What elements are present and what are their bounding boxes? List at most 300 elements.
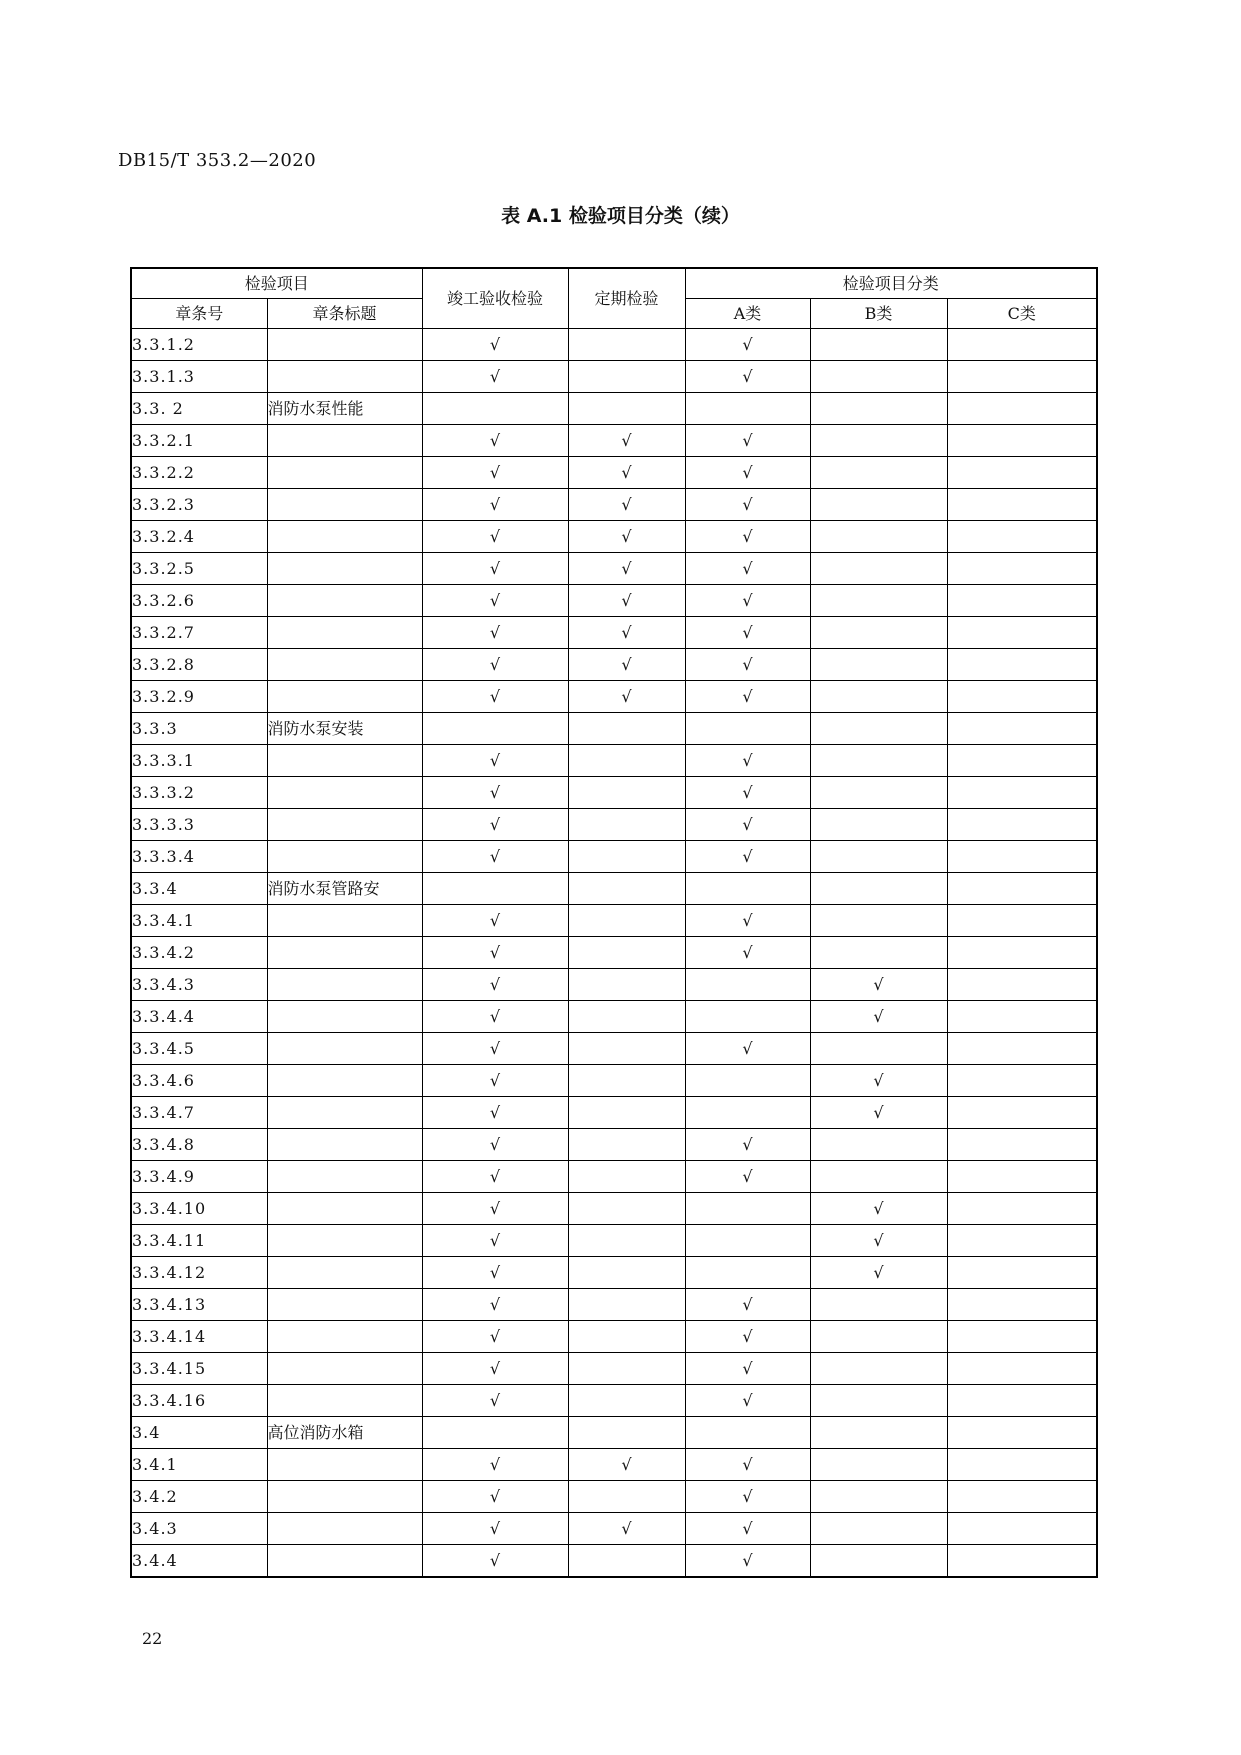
clause-number-cell: 3.3.3.2 [131,777,267,809]
class-b-check-cell [810,1449,947,1481]
periodic-check-cell: √ [568,649,685,681]
table-body [131,329,1097,1578]
header-class-a: A类 [685,299,810,329]
class-b-check-cell [810,1353,947,1385]
clause-title-cell [267,1513,422,1545]
periodic-check-cell [568,905,685,937]
completion-check-cell: √ [422,1513,568,1545]
completion-check-cell: √ [422,361,568,393]
class-b-check-cell: √ [810,1097,947,1129]
class-a-check-cell: √ [685,905,810,937]
clause-title-cell [267,1001,422,1033]
table-row [131,1257,1097,1289]
table-row [131,1289,1097,1321]
table-row [131,1513,1097,1545]
clause-title-cell [267,489,422,521]
periodic-check-cell: √ [568,681,685,713]
class-a-check-cell [685,873,810,905]
clause-title-cell [267,649,422,681]
table-row [131,585,1097,617]
clause-title-cell [267,1161,422,1193]
class-a-check-cell [685,969,810,1001]
clause-title-cell [267,553,422,585]
inspection-classification-table [130,267,1098,1578]
table-row [131,905,1097,937]
periodic-check-cell [568,1033,685,1065]
periodic-check-cell: √ [568,1513,685,1545]
class-a-check-cell: √ [685,649,810,681]
class-a-check-cell: √ [685,937,810,969]
clause-title-cell [267,1065,422,1097]
class-c-check-cell [947,457,1097,489]
completion-check-cell: √ [422,1385,568,1417]
class-a-check-cell: √ [685,745,810,777]
class-c-check-cell [947,937,1097,969]
clause-title-cell [267,1193,422,1225]
class-a-check-cell: √ [685,489,810,521]
header-class-c: C类 [947,299,1097,329]
class-c-check-cell [947,809,1097,841]
class-a-check-cell [685,1225,810,1257]
periodic-check-cell [568,1385,685,1417]
table-row [131,329,1097,361]
periodic-check-cell [568,1129,685,1161]
clause-title-cell [267,905,422,937]
class-b-check-cell [810,681,947,713]
completion-check-cell: √ [422,841,568,873]
completion-check-cell: √ [422,809,568,841]
class-a-check-cell: √ [685,521,810,553]
class-b-check-cell [810,457,947,489]
class-c-check-cell [947,489,1097,521]
class-b-check-cell [810,1481,947,1513]
table-row [131,1033,1097,1065]
class-a-check-cell: √ [685,1289,810,1321]
clause-title-cell [267,681,422,713]
periodic-check-cell [568,937,685,969]
periodic-check-cell [568,1161,685,1193]
class-b-check-cell [810,1129,947,1161]
class-b-check-cell [810,1033,947,1065]
clause-title-cell [267,361,422,393]
class-a-check-cell [685,1097,810,1129]
clause-title-cell [267,329,422,361]
class-b-check-cell [810,1161,947,1193]
table-row [131,1449,1097,1481]
clause-title-cell [267,1129,422,1161]
clause-title-cell: 消防水泵管路安 [267,873,422,905]
class-a-check-cell [685,1001,810,1033]
class-c-check-cell [947,1161,1097,1193]
class-c-check-cell [947,1385,1097,1417]
clause-title-cell: 消防水泵性能 [267,393,422,425]
table-row [131,1385,1097,1417]
clause-number-cell: 3.3.4.3 [131,969,267,1001]
clause-number-cell: 3.3.4.16 [131,1385,267,1417]
completion-check-cell: √ [422,1257,568,1289]
table-row [131,1225,1097,1257]
class-c-check-cell [947,1449,1097,1481]
clause-number-cell: 3.3.4.14 [131,1321,267,1353]
clause-number-cell: 3.3.4.6 [131,1065,267,1097]
clause-number-cell: 3.3.2.6 [131,585,267,617]
periodic-check-cell [568,1257,685,1289]
table-title: 表 A.1 检验项目分类（续） [501,205,740,227]
class-b-check-cell [810,745,947,777]
table-row [131,393,1097,425]
class-a-check-cell: √ [685,425,810,457]
clause-title-cell [267,969,422,1001]
class-c-check-cell [947,905,1097,937]
header-periodic-inspection: 定期检验 [568,268,685,329]
clause-number-cell: 3.3.2.5 [131,553,267,585]
completion-check-cell: √ [422,905,568,937]
completion-check-cell [422,873,568,905]
clause-number-cell: 3.3.3.1 [131,745,267,777]
periodic-check-cell [568,329,685,361]
header-completion-inspection: 竣工验收检验 [422,268,568,329]
table-row [131,425,1097,457]
completion-check-cell: √ [422,1193,568,1225]
periodic-check-cell [568,969,685,1001]
periodic-check-cell: √ [568,425,685,457]
clause-title-cell [267,425,422,457]
clause-number-cell: 3.3.4 [131,873,267,905]
clause-number-cell: 3.3.3 [131,713,267,745]
periodic-check-cell [568,1065,685,1097]
class-a-check-cell [685,1193,810,1225]
completion-check-cell: √ [422,489,568,521]
clause-number-cell: 3.3. 2 [131,393,267,425]
class-a-check-cell: √ [685,1161,810,1193]
completion-check-cell: √ [422,521,568,553]
periodic-check-cell [568,361,685,393]
class-c-check-cell [947,1225,1097,1257]
class-b-check-cell [810,1321,947,1353]
periodic-check-cell [568,809,685,841]
class-c-check-cell [947,1129,1097,1161]
table-row [131,937,1097,969]
class-c-check-cell [947,1353,1097,1385]
table-row [131,1353,1097,1385]
class-a-check-cell: √ [685,1449,810,1481]
periodic-check-cell [568,1097,685,1129]
periodic-check-cell [568,1321,685,1353]
completion-check-cell [422,1417,568,1449]
class-a-check-cell: √ [685,1033,810,1065]
class-c-check-cell [947,361,1097,393]
completion-check-cell [422,713,568,745]
class-a-check-cell [685,1257,810,1289]
class-b-check-cell: √ [810,1001,947,1033]
clause-title-cell [267,617,422,649]
completion-check-cell: √ [422,681,568,713]
class-b-check-cell [810,1545,947,1578]
periodic-check-cell [568,1225,685,1257]
periodic-check-cell [568,841,685,873]
table-row [131,681,1097,713]
completion-check-cell: √ [422,329,568,361]
clause-number-cell: 3.3.4.1 [131,905,267,937]
class-c-check-cell [947,681,1097,713]
class-c-check-cell [947,1001,1097,1033]
clause-title-cell [267,1449,422,1481]
completion-check-cell: √ [422,937,568,969]
periodic-check-cell [568,1417,685,1449]
completion-check-cell: √ [422,617,568,649]
table-row [131,1481,1097,1513]
class-c-check-cell [947,329,1097,361]
completion-check-cell: √ [422,553,568,585]
class-b-check-cell: √ [810,969,947,1001]
completion-check-cell [422,393,568,425]
periodic-check-cell: √ [568,553,685,585]
completion-check-cell: √ [422,1065,568,1097]
periodic-check-cell [568,1353,685,1385]
clause-number-cell: 3.4 [131,1417,267,1449]
clause-title-cell [267,745,422,777]
class-b-check-cell: √ [810,1225,947,1257]
completion-check-cell: √ [422,425,568,457]
clause-number-cell: 3.3.1.2 [131,329,267,361]
table-row [131,809,1097,841]
periodic-check-cell [568,777,685,809]
table-row [131,649,1097,681]
clause-title-cell [267,1481,422,1513]
clause-number-cell: 3.3.4.13 [131,1289,267,1321]
class-c-check-cell [947,1417,1097,1449]
class-b-check-cell [810,873,947,905]
class-c-check-cell [947,521,1097,553]
table-row [131,489,1097,521]
class-b-check-cell [810,937,947,969]
table-row [131,841,1097,873]
completion-check-cell: √ [422,1161,568,1193]
clause-number-cell: 3.3.3.4 [131,841,267,873]
completion-check-cell: √ [422,1289,568,1321]
class-a-check-cell: √ [685,617,810,649]
clause-number-cell: 3.4.3 [131,1513,267,1545]
header-inspection-item: 检验项目 [131,268,422,299]
clause-number-cell: 3.3.4.7 [131,1097,267,1129]
clause-title-cell: 消防水泵安装 [267,713,422,745]
clause-title-cell [267,1225,422,1257]
class-a-check-cell: √ [685,1353,810,1385]
clause-number-cell: 3.4.1 [131,1449,267,1481]
class-b-check-cell [810,777,947,809]
class-b-check-cell [810,617,947,649]
clause-number-cell: 3.3.4.9 [131,1161,267,1193]
class-a-check-cell: √ [685,329,810,361]
class-a-check-cell [685,393,810,425]
class-b-check-cell [810,1417,947,1449]
class-a-check-cell: √ [685,361,810,393]
table-row [131,1161,1097,1193]
class-c-check-cell [947,1257,1097,1289]
clause-title-cell [267,1033,422,1065]
clause-title-cell [267,457,422,489]
class-c-check-cell [947,1513,1097,1545]
class-b-check-cell [810,361,947,393]
table-row [131,745,1097,777]
clause-title-cell [267,1257,422,1289]
periodic-check-cell: √ [568,457,685,489]
clause-number-cell: 3.3.3.3 [131,809,267,841]
periodic-check-cell [568,1193,685,1225]
completion-check-cell: √ [422,1001,568,1033]
table-row [131,1193,1097,1225]
clause-title-cell [267,585,422,617]
periodic-check-cell [568,393,685,425]
class-b-check-cell [810,809,947,841]
page-number: 22 [142,1629,163,1648]
completion-check-cell: √ [422,1353,568,1385]
class-a-check-cell: √ [685,1481,810,1513]
class-b-check-cell [810,489,947,521]
periodic-check-cell [568,873,685,905]
clause-number-cell: 3.3.2.3 [131,489,267,521]
table-row [131,1545,1097,1578]
table-row [131,873,1097,905]
clause-number-cell: 3.3.4.2 [131,937,267,969]
class-a-check-cell: √ [685,681,810,713]
periodic-check-cell [568,1545,685,1578]
completion-check-cell: √ [422,745,568,777]
completion-check-cell: √ [422,457,568,489]
class-b-check-cell [810,841,947,873]
class-c-check-cell [947,1545,1097,1578]
table-row [131,617,1097,649]
table-row [131,457,1097,489]
class-b-check-cell [810,553,947,585]
table-row [131,1321,1097,1353]
class-a-check-cell: √ [685,841,810,873]
periodic-check-cell: √ [568,521,685,553]
class-b-check-cell [810,713,947,745]
class-c-check-cell [947,585,1097,617]
table-row [131,361,1097,393]
class-b-check-cell: √ [810,1065,947,1097]
table-row [131,1097,1097,1129]
clause-title-cell [267,1353,422,1385]
class-b-check-cell [810,1513,947,1545]
table-row [131,969,1097,1001]
clause-number-cell: 3.3.4.10 [131,1193,267,1225]
class-c-check-cell [947,713,1097,745]
completion-check-cell: √ [422,1033,568,1065]
periodic-check-cell [568,1481,685,1513]
class-c-check-cell [947,745,1097,777]
completion-check-cell: √ [422,1321,568,1353]
class-b-check-cell [810,905,947,937]
class-c-check-cell [947,1065,1097,1097]
clause-title-cell [267,841,422,873]
class-c-check-cell [947,1033,1097,1065]
clause-number-cell: 3.3.2.7 [131,617,267,649]
clause-title-cell [267,1321,422,1353]
class-a-check-cell: √ [685,777,810,809]
class-b-check-cell [810,1289,947,1321]
class-c-check-cell [947,649,1097,681]
periodic-check-cell [568,745,685,777]
class-b-check-cell [810,521,947,553]
clause-number-cell: 3.3.1.3 [131,361,267,393]
clause-title-cell [267,809,422,841]
clause-number-cell: 3.3.4.4 [131,1001,267,1033]
clause-number-cell: 3.3.4.11 [131,1225,267,1257]
class-c-check-cell [947,1097,1097,1129]
class-a-check-cell: √ [685,1513,810,1545]
periodic-check-cell: √ [568,489,685,521]
class-a-check-cell: √ [685,1545,810,1578]
class-a-check-cell: √ [685,1385,810,1417]
clause-title-cell [267,1385,422,1417]
completion-check-cell: √ [422,1129,568,1161]
clause-title-cell [267,777,422,809]
clause-number-cell: 3.3.4.5 [131,1033,267,1065]
class-b-check-cell [810,425,947,457]
class-c-check-cell [947,1193,1097,1225]
clause-number-cell: 3.3.4.8 [131,1129,267,1161]
class-b-check-cell [810,393,947,425]
periodic-check-cell: √ [568,585,685,617]
class-b-check-cell: √ [810,1193,947,1225]
class-a-check-cell: √ [685,809,810,841]
class-b-check-cell: √ [810,1257,947,1289]
class-b-check-cell [810,329,947,361]
class-c-check-cell [947,841,1097,873]
completion-check-cell: √ [422,1097,568,1129]
periodic-check-cell: √ [568,1449,685,1481]
clause-number-cell: 3.3.2.4 [131,521,267,553]
clause-number-cell: 3.3.2.9 [131,681,267,713]
table-row [131,777,1097,809]
clause-title-cell [267,1545,422,1578]
header-item-classification: 检验项目分类 [685,268,1097,299]
class-c-check-cell [947,777,1097,809]
class-c-check-cell [947,969,1097,1001]
clause-title-cell: 高位消防水箱 [267,1417,422,1449]
header-clause-number: 章条号 [131,299,267,329]
class-a-check-cell: √ [685,585,810,617]
document-id: DB15/T 353.2—2020 [118,150,317,171]
class-c-check-cell [947,553,1097,585]
periodic-check-cell: √ [568,617,685,649]
table-row [131,1001,1097,1033]
clause-number-cell: 3.3.2.8 [131,649,267,681]
class-c-check-cell [947,1289,1097,1321]
class-c-check-cell [947,393,1097,425]
class-c-check-cell [947,617,1097,649]
periodic-check-cell [568,1289,685,1321]
clause-number-cell: 3.4.2 [131,1481,267,1513]
clause-number-cell: 3.3.4.15 [131,1353,267,1385]
class-c-check-cell [947,425,1097,457]
clause-title-cell [267,1289,422,1321]
clause-number-cell: 3.3.2.2 [131,457,267,489]
clause-title-cell [267,1097,422,1129]
clause-title-cell [267,937,422,969]
class-a-check-cell: √ [685,457,810,489]
clause-number-cell: 3.3.4.12 [131,1257,267,1289]
class-b-check-cell [810,585,947,617]
table-row [131,521,1097,553]
header-clause-title: 章条标题 [267,299,422,329]
table-row [131,1129,1097,1161]
clause-number-cell: 3.4.4 [131,1545,267,1578]
completion-check-cell: √ [422,969,568,1001]
periodic-check-cell [568,713,685,745]
